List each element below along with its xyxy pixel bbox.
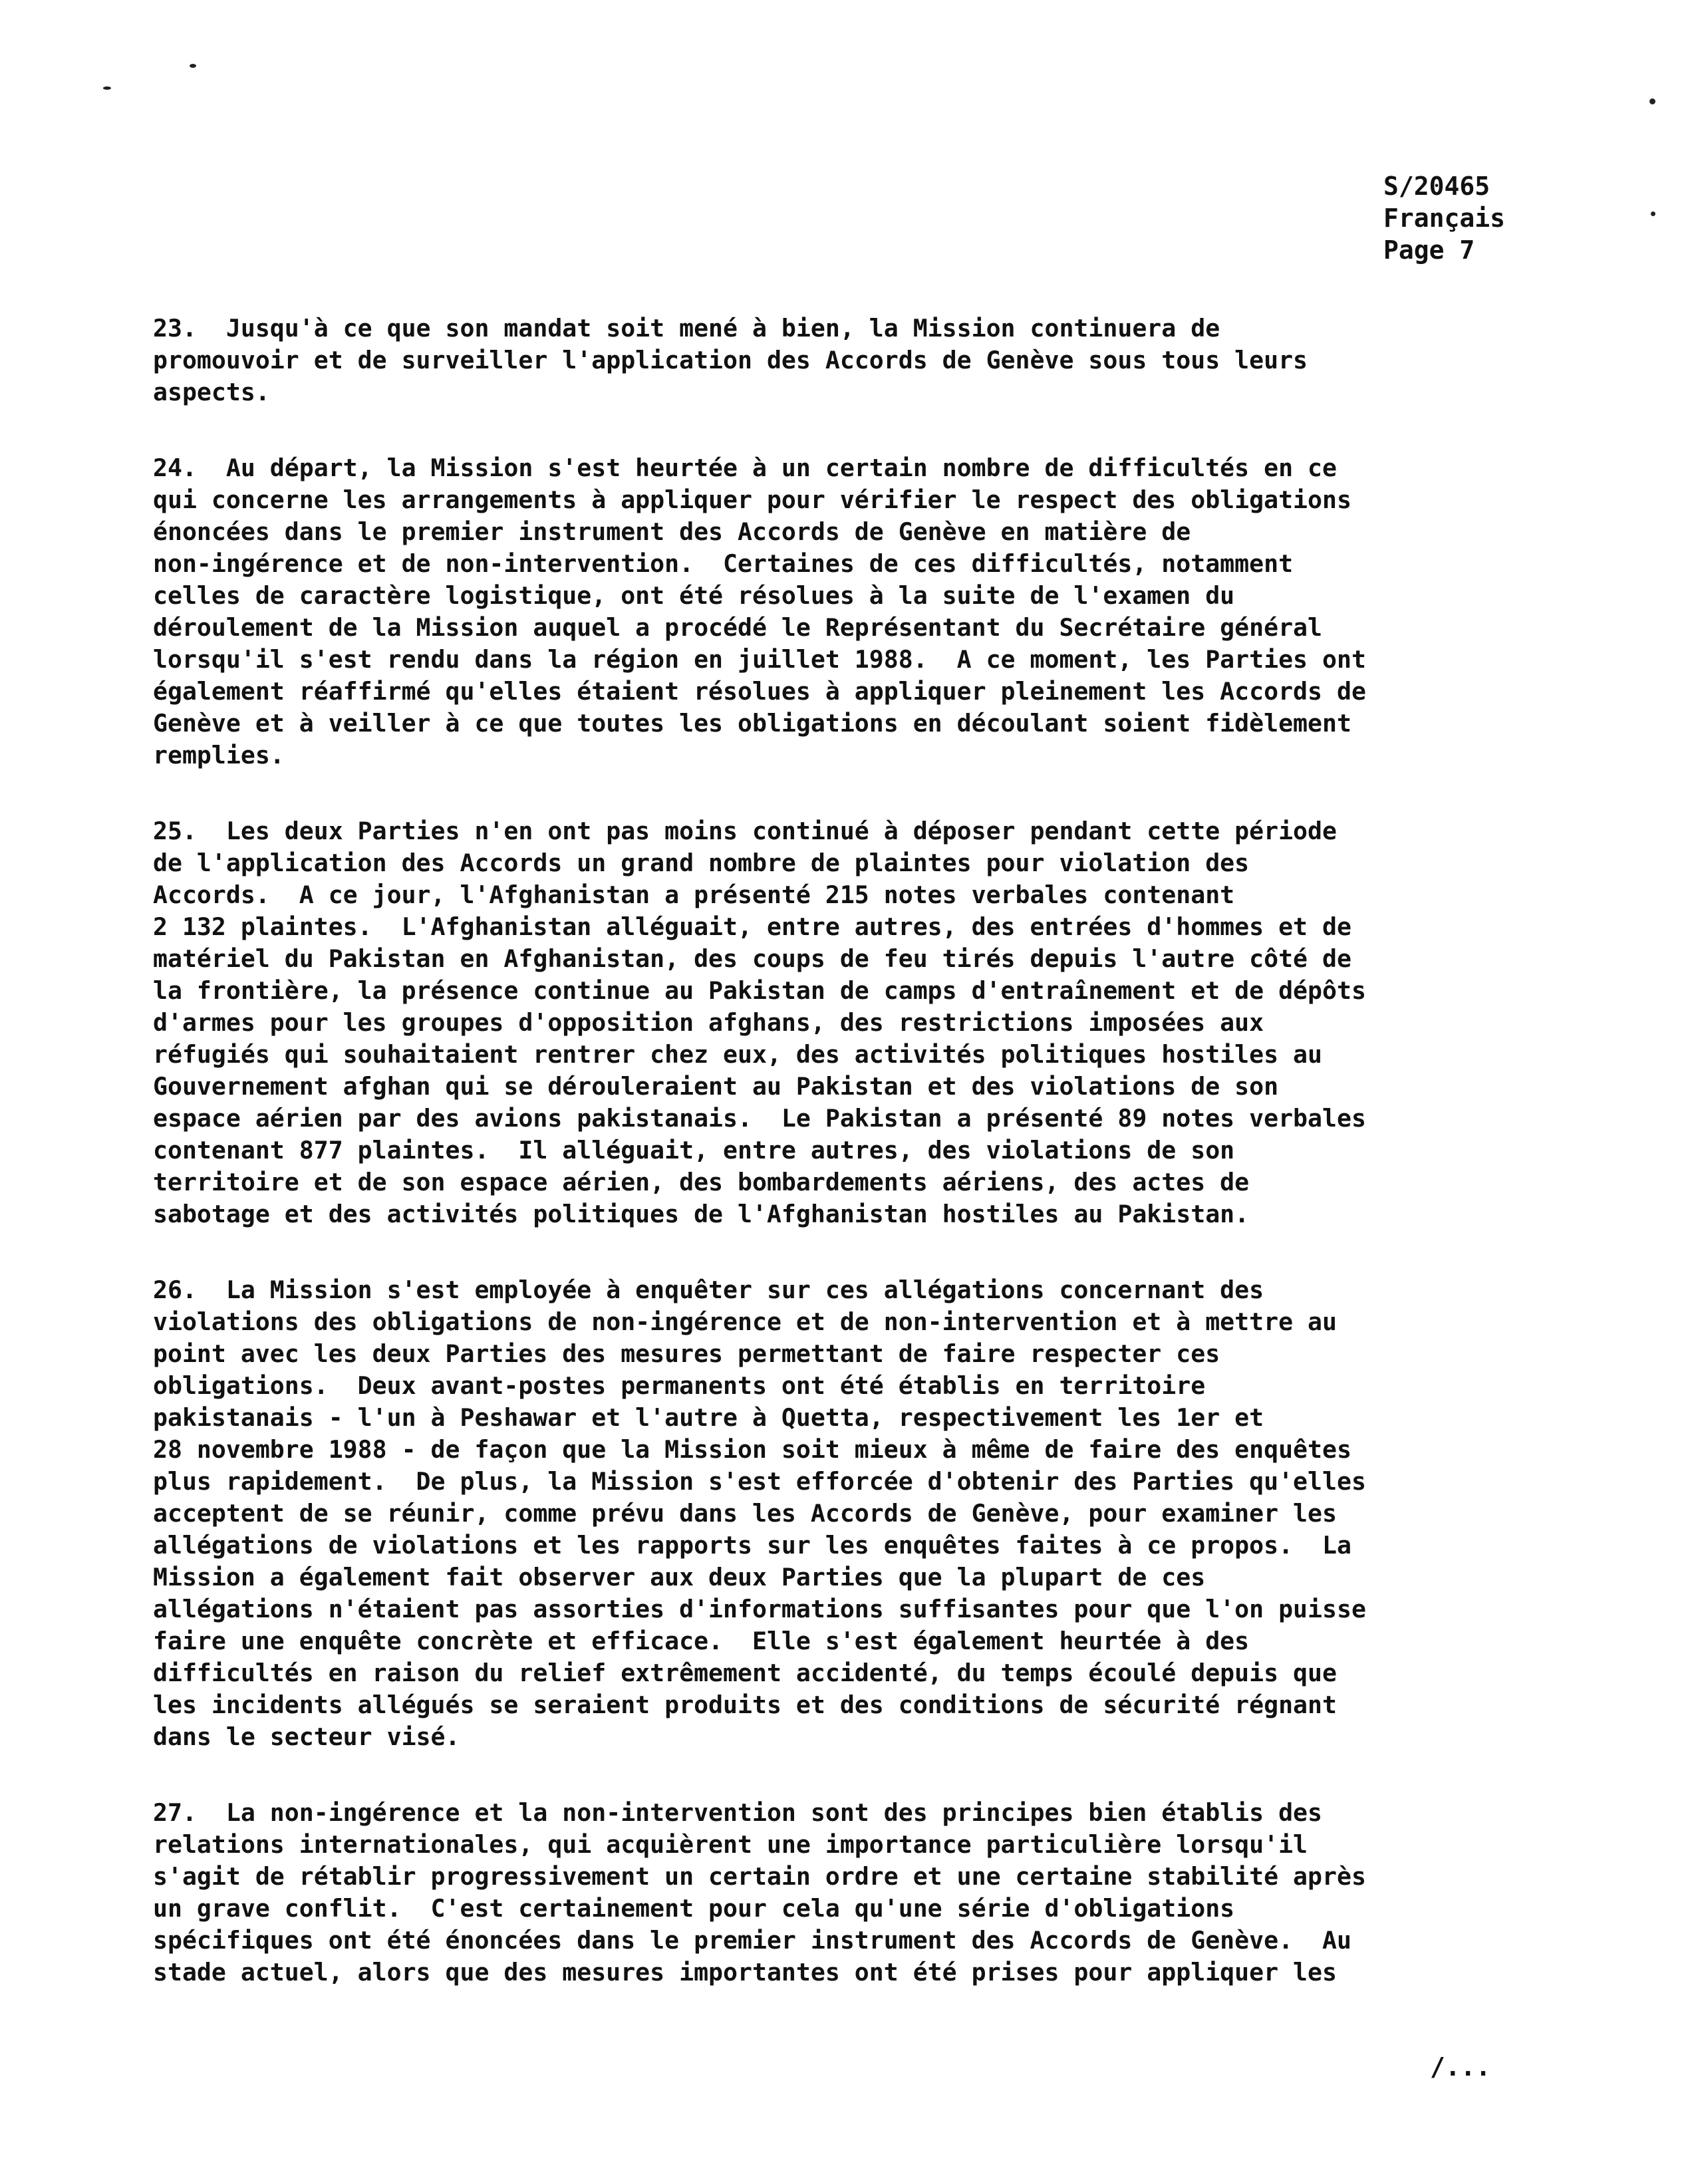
document-body — [153, 313, 1510, 1988]
document-header — [1383, 170, 1623, 266]
document-language: Français — [1383, 204, 1506, 233]
continuation-marker: /... — [1430, 2052, 1491, 2082]
page-number: Page 7 — [1383, 235, 1475, 265]
paragraph-23: 23. Jusqu'à ce que son mandat soit mené à bien, la Mission continuera de promouvoir et de surveiller l'application des Accords de Genève sous tous leurs aspects. — [153, 314, 1308, 406]
paragraph-26: 26. La Mission s'est employée à enquêter sur ces allégations concernant des violations des obligations de non-ingérence et de non-intervention et à mettre au point avec les deux Parties des mesures permettant de faire respecter ces obligations. Deux avant-postes permanents ont été établis en territoire pakistanais - l'un à Peshawar et l'autre à Quetta, respectivement les 1er et 28 novembre 1988 - de façon que la Mission soit mieux à même de faire des enquêtes plus rapidement. De plus, la Mission s'est efforcée d'obtenir des Parties qu'elles acceptent de se réunir, comme prévu dans les Accords de Genève, pour examiner les allégations de violations et les rapports sur les enquêtes faites à ce propos. La Mission a également fait observer aux deux Parties que la plupart de ces allégations n'étaient pas assorties d'informations suffisantes pour que l'on puisse faire une enquête concrète et efficace. Elle s'est également heurtée à des difficultés en raison du relief extrêmement accidenté, du temps écoulé depuis que les incidents allégués se seraient produits et des conditions de sécurité régnant dans le secteur visé. — [153, 1276, 1366, 1751]
paragraph-24: 24. Au départ, la Mission s'est heurtée à un certain nombre de difficultés en ce qui concerne les arrangements à appliquer pour vérifier le respect des obligations énoncées dans le premier instrument des Accords de Genève en matière de non-ingérence et de non-intervention. Certaines de ces difficultés, notamment celles de caractère logistique, ont été résolues à la suite de l'examen du déroulement de la Mission auquel a procédé le Représentant du Secrétaire général lorsqu'il s'est rendu dans la région en juillet 1988. A ce moment, les Parties ont également réaffirmé qu'elles étaient résolues à appliquer pleinement les Accords de Genève et à veiller à ce que toutes les obligations en découlant soient fidèlement remplies. — [153, 454, 1366, 769]
paragraph-27: 27. La non-ingérence et la non-intervention sont des principes bien établis des relations internationales, qui acquièrent une importance particulière lorsqu'il s'agit de rétablir progressivement un certain ordre et une certaine stabilité après un grave conflit. C'est certainement pour cela qu'une série d'obligations spécifiques ont été énoncées dans le premier instrument des Accords de Genève. Au stade actuel, alors que des mesures importantes ont été prises pour appliquer les — [153, 1798, 1366, 1986]
scan-speck — [103, 86, 111, 90]
paragraph-25: 25. Les deux Parties n'en ont pas moins continué à déposer pendant cette période de l'application des Accords un grand nombre de plaintes pour violation des Accords. A ce jour, l'Afghanistan a présenté 215 notes verbales contenant 2 132 plaintes. L'Afghanistan alléguait, entre autres, des entrées d'hommes et de matériel du Pakistan en Afghanistan, des coups de feu tirés depuis l'autre côté de la frontière, la présence continue au Pakistan de camps d'entraînement et de dépôts d'armes pour les groupes d'opposition afghans, des restrictions imposées aux réfugiés qui souhaitaient rentrer chez eux, des activités politiques hostiles au Gouvernement afghan qui se dérouleraient au Pakistan et des violations de son espace aérien par des avions pakistanais. Le Pakistan a présenté 89 notes verbales contenant 877 plaintes. Il alléguait, entre autres, des violations de son territoire et de son espace aérien, des bombardements aériens, des actes de sabotage et des activités politiques de l'Afghanistan hostiles au Pakistan. — [153, 817, 1366, 1228]
scan-speck — [1651, 211, 1655, 216]
scan-speck — [190, 64, 196, 68]
document-symbol: S/20465 — [1383, 172, 1490, 201]
scan-speck — [1649, 98, 1655, 104]
